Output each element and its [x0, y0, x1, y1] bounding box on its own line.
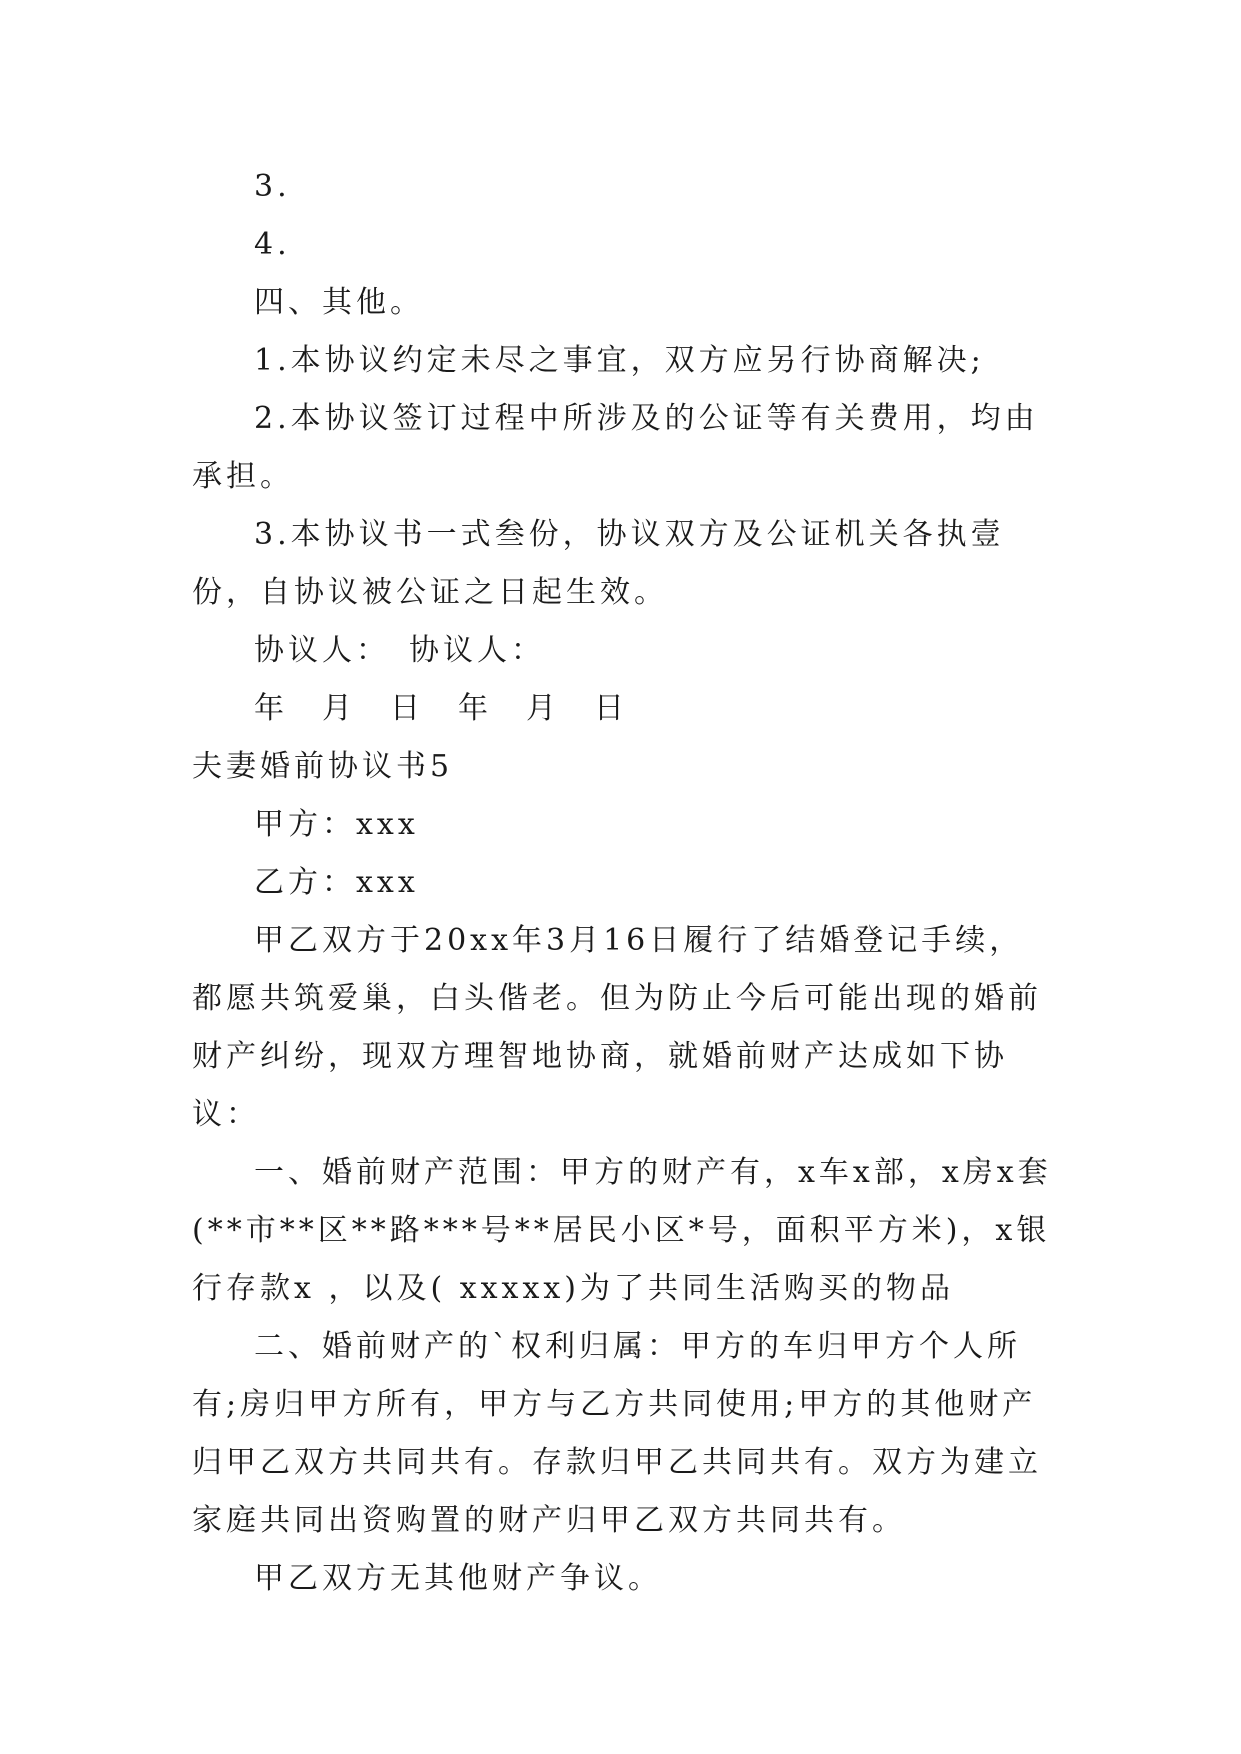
party-a-line: 甲方：xxx — [254, 807, 419, 842]
property-scope-paragraph: 一、婚前财产范围：甲方的财产有，x车x部，x房x套(**市**区**路***号**居民小区*号，面积平方米)，x银行存款x ，以及( xxxxx)为了共同生活购买的物品 — [192, 1155, 1052, 1306]
item-4-paragraph: 4. — [254, 227, 291, 262]
document-title: 夫妻婚前协议书5 — [192, 749, 454, 784]
document-body — [192, 158, 1052, 1608]
clause-1-paragraph: 1.本协议约定未尽之事宜，双方应另行协商解决; — [254, 343, 985, 378]
no-dispute-paragraph: 甲乙双方无其他财产争议。 — [254, 1561, 662, 1596]
item-3-paragraph: 3. — [254, 169, 291, 204]
party-b-line: 乙方：xxx — [254, 865, 419, 900]
signatories-line: 协议人： 协议人： — [254, 633, 545, 668]
clause-2-paragraph: 2.本协议签订过程中所涉及的公证等有关费用，均由承担。 — [192, 401, 1039, 494]
section-four-heading: 四、其他。 — [254, 285, 424, 320]
clause-3-paragraph: 3.本协议书一式叁份，协议双方及公证机关各执壹份，自协议被公证之日起生效。 — [192, 517, 1005, 610]
preamble-paragraph: 甲乙双方于20xx年3月16日履行了结婚登记手续，都愿共筑爱巢，白头偕老。但为防止今后可能出现的婚前财产纠纷，现双方理智地协商，就婚前财产达成如下协议： — [192, 923, 1042, 1132]
property-ownership-paragraph: 二、婚前财产的`权利归属：甲方的车归甲方个人所有;房归甲方所有，甲方与乙方共同使用;甲方的其他财产归甲乙双方共同共有。存款归甲乙共同共有。双方为建立家庭共同出资购置的财产归甲乙双方共同共有。 — [192, 1329, 1042, 1538]
date-line: 年 月 日 年 月 日 — [254, 691, 628, 726]
